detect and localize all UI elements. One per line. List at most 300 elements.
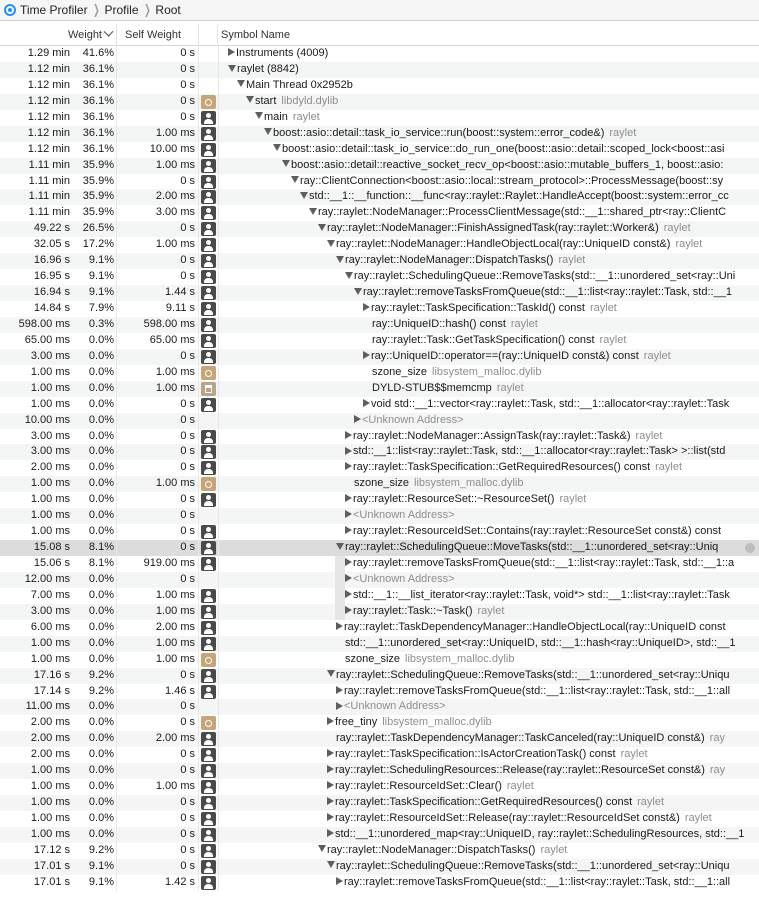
column-divider [198, 413, 199, 429]
symbol-cell [218, 253, 759, 269]
call-tree-row[interactable] [0, 142, 759, 158]
self-weight-value: 1.00 ms [155, 652, 195, 665]
disclosure-expanded-icon[interactable] [354, 288, 362, 295]
column-divider [198, 636, 199, 652]
symbol-name: ray::raylet::TaskSpecification::GetRequiredResources() const [335, 796, 633, 809]
column-divider [198, 540, 199, 556]
weight-percent: 0.0% [88, 397, 114, 410]
symbol-cell [218, 460, 759, 476]
weight-value: 2.00 ms [30, 461, 70, 474]
self-weight-value: 65.00 ms [149, 333, 195, 346]
weight-percent: 0.0% [88, 365, 114, 378]
column-divider [198, 205, 199, 221]
call-tree-row[interactable] [0, 46, 759, 62]
symbol-cell [218, 763, 759, 779]
column-divider [198, 285, 199, 301]
column-divider [198, 269, 199, 285]
call-tree-row[interactable] [0, 158, 759, 174]
call-tree-row[interactable] [0, 508, 759, 524]
disclosure-collapsed-icon[interactable] [336, 686, 343, 694]
call-tree-row[interactable] [0, 731, 759, 747]
disclosure-collapsed-icon[interactable] [228, 48, 235, 56]
user-code-icon [201, 557, 216, 571]
call-tree-row[interactable] [0, 110, 759, 126]
self-weight-value: 1.00 ms [155, 365, 195, 378]
disclosure-expanded-icon[interactable] [318, 224, 326, 231]
column-divider [198, 333, 199, 349]
self-weight-value: 919.00 ms [143, 557, 195, 569]
user-code-icon [201, 445, 216, 459]
symbol-name-column-header[interactable] [218, 24, 759, 46]
weight-value: 3.00 ms [30, 429, 70, 442]
call-tree-row[interactable] [0, 747, 759, 763]
disclosure-collapsed-icon[interactable] [327, 797, 334, 805]
library-name: raylet [540, 843, 568, 856]
symbol-cell [218, 779, 759, 795]
column-divider [198, 508, 199, 524]
weight-percent: 0.3% [88, 317, 114, 330]
symbol-cell [218, 429, 759, 445]
disclosure-collapsed-icon[interactable] [327, 781, 334, 789]
weight-percent: 9.2% [88, 668, 114, 681]
weight-value: 1.12 min [27, 110, 70, 123]
column-divider [198, 142, 199, 158]
system-library-icon [201, 366, 216, 380]
symbol-cell [218, 684, 759, 700]
call-tree-outline[interactable] [0, 46, 759, 891]
symbol-name: free_tiny [335, 716, 378, 729]
weight-value: 1.11 min [28, 190, 70, 203]
weight-percent: 0.0% [88, 588, 114, 601]
call-tree-row[interactable] [0, 524, 759, 540]
symbol-name: std::__1::__list_iterator<ray::raylet::Task, void*> std::__1::list<ray::raylet::Task [353, 588, 730, 601]
self-weight-value: 1.42 s [165, 875, 195, 888]
weight-value: 16.96 s [33, 254, 70, 267]
weight-percent: 0.0% [88, 572, 114, 585]
weight-percent: 9.1% [88, 859, 114, 872]
weight-percent: 0.0% [88, 413, 114, 426]
column-divider [198, 460, 199, 476]
symbol-name: ray::raylet::ResourceSet::~ResourceSet() [353, 493, 555, 506]
call-tree-row[interactable] [0, 811, 759, 827]
weight-value: 1.00 ms [30, 525, 70, 538]
call-tree-row[interactable] [0, 572, 759, 588]
focus-arrow-icon[interactable] [745, 543, 755, 553]
self-weight-value: 0 s [180, 429, 195, 442]
self-weight-value: 1.00 ms [155, 604, 195, 617]
breadcrumb-item-root[interactable]: Root [155, 3, 181, 17]
weight-value: 3.00 ms [30, 604, 70, 617]
call-tree-row[interactable] [0, 763, 759, 779]
call-tree-row[interactable] [0, 604, 759, 620]
user-code-icon [201, 430, 216, 444]
weight-percent: 0.0% [88, 509, 114, 522]
user-code-icon [201, 828, 216, 842]
disclosure-expanded-icon[interactable] [309, 208, 317, 215]
self-weight-value: 0 s [180, 254, 195, 267]
symbol-name: ray::raylet::TaskDependencyManager::HandleObjectLocal(ray::UniqueID const [344, 620, 726, 633]
symbol-cell [218, 333, 759, 349]
symbol-cell [218, 843, 759, 859]
library-name: raylet [637, 796, 665, 809]
symbol-name: szone_size [354, 477, 410, 490]
symbol-name: <Unknown Address> [344, 700, 446, 713]
symbol-name: ray::raylet::NodeManager::FinishAssignedTask(ray::raylet::Worker&) [327, 222, 659, 235]
weight-value: 1.29 min [27, 47, 70, 59]
self-weight-value: 1.44 s [165, 286, 195, 299]
disclosure-collapsed-icon[interactable] [327, 765, 334, 773]
call-tree-row[interactable] [0, 636, 759, 652]
self-weight-value: 0 s [180, 796, 195, 809]
column-divider [198, 652, 199, 668]
disclosure-expanded-icon[interactable] [327, 670, 335, 677]
breadcrumb [0, 0, 759, 21]
call-tree-row[interactable] [0, 795, 759, 811]
symbol-name: std::__1::list<ray::raylet::Task, std::__1::allocator<ray::raylet::Task> >::list(std [353, 445, 726, 458]
disclosure-collapsed-icon[interactable] [336, 877, 343, 885]
symbol-cell [218, 174, 759, 190]
disclosure-collapsed-icon[interactable] [345, 494, 352, 502]
disclosure-collapsed-icon[interactable] [336, 622, 343, 630]
user-code-icon [201, 127, 216, 141]
symbol-cell [218, 205, 759, 221]
weight-percent: 9.1% [88, 286, 114, 299]
weight-value: 12.00 ms [24, 572, 70, 585]
weight-percent: 0.0% [88, 381, 114, 394]
call-tree-row[interactable] [0, 349, 759, 365]
disclosure-collapsed-icon[interactable] [345, 526, 352, 534]
disclosure-collapsed-icon[interactable] [327, 829, 334, 837]
user-code-icon [201, 254, 216, 268]
weight-percent: 35.9% [82, 190, 114, 203]
system-library-icon [201, 95, 216, 109]
column-divider [198, 731, 199, 747]
user-code-icon [201, 111, 216, 125]
symbol-name: std::__1::unordered_set<ray::UniqueID, std::__1::hash<ray::UniqueID>, std::__1 [345, 636, 736, 649]
library-name: raylet [635, 429, 663, 442]
column-divider [198, 492, 199, 508]
self-weight-value: 0 s [180, 174, 195, 187]
disclosure-expanded-icon[interactable] [237, 80, 245, 87]
self-weight-value: 0 s [180, 397, 195, 410]
column-divider [198, 699, 199, 715]
disclosure-expanded-icon[interactable] [345, 272, 353, 279]
disclosure-collapsed-icon[interactable] [363, 399, 370, 407]
symbol-name: ray::raylet::removeTasksFromQueue(std::__1::list<ray::raylet::Task, std::__1::a [353, 557, 735, 569]
call-tree-row[interactable] [0, 684, 759, 700]
call-tree-row[interactable] [0, 221, 759, 237]
call-tree-row[interactable] [0, 285, 759, 301]
call-tree-row[interactable] [0, 365, 759, 381]
library-name: libsystem_malloc.dylib [432, 365, 542, 378]
call-tree-row[interactable] [0, 859, 759, 875]
self-weight-value: 1.46 s [165, 684, 195, 697]
library-name: raylet [477, 604, 505, 617]
breadcrumb-separator-icon: ❯ [143, 2, 151, 17]
weight-percent: 41.6% [82, 47, 114, 59]
symbol-name: ray::raylet::NodeManager::HandleObjectLocal(ray::UniqueID const&) [336, 238, 671, 251]
call-tree-row[interactable] [0, 699, 759, 715]
call-tree-row[interactable] [0, 237, 759, 253]
weight-column-header[interactable] [0, 24, 117, 46]
weight-value: 17.16 s [33, 668, 70, 681]
call-tree-row[interactable] [0, 779, 759, 795]
disclosure-expanded-icon[interactable] [264, 128, 272, 135]
self-weight-value: 10.00 ms [149, 142, 195, 155]
weight-percent: 26.5% [82, 222, 114, 235]
self-weight-value: 1.00 ms [155, 238, 195, 251]
symbol-name: ray::raylet::SchedulingQueue::RemoveTasks(std::__1::unordered_set<ray::Uniqu [336, 668, 730, 681]
call-tree-row[interactable] [0, 78, 759, 94]
library-name: raylet [599, 333, 627, 346]
user-code-icon [201, 286, 216, 300]
weight-value: 1.00 ms [30, 812, 70, 824]
weight-value: 11.00 ms [25, 700, 70, 713]
user-code-icon [201, 685, 216, 699]
weight-value: 1.11 min [28, 206, 70, 219]
call-tree-row[interactable] [0, 668, 759, 684]
disclosure-collapsed-icon[interactable] [345, 574, 352, 582]
disclosure-collapsed-icon[interactable] [327, 717, 334, 725]
library-name: raylet [558, 254, 586, 267]
user-code-icon [201, 780, 216, 794]
weight-percent: 36.1% [82, 126, 114, 139]
disclosure-expanded-icon[interactable] [228, 65, 236, 72]
column-divider [198, 429, 199, 445]
call-tree-row[interactable] [0, 827, 759, 843]
breadcrumb-item-time-profiler[interactable]: Time Profiler [20, 3, 88, 17]
weight-percent: 0.0% [88, 636, 114, 649]
system-library-icon [201, 653, 216, 667]
weight-percent: 0.0% [88, 445, 114, 458]
symbol-cell [218, 397, 759, 413]
call-tree-row[interactable] [0, 413, 759, 429]
self-weight-value: 0 s [180, 748, 195, 761]
self-weight-value: 0 s [180, 668, 195, 681]
call-tree-row[interactable] [0, 301, 759, 317]
column-divider [198, 237, 199, 253]
weight-percent: 9.1% [88, 270, 114, 283]
call-tree-row[interactable] [0, 540, 759, 556]
call-tree-row[interactable] [0, 492, 759, 508]
self-weight-value: 0 s [180, 94, 195, 107]
symbol-cell [218, 78, 759, 94]
call-tree-row[interactable] [0, 588, 759, 604]
symbol-cell [218, 444, 759, 460]
weight-value: 1.00 ms [30, 477, 70, 490]
icon-column-header[interactable] [199, 24, 218, 46]
disclosure-collapsed-icon[interactable] [363, 303, 370, 311]
disclosure-expanded-icon[interactable] [318, 845, 326, 852]
call-tree-row[interactable] [0, 205, 759, 221]
weight-percent: 0.0% [88, 748, 114, 761]
call-tree-row[interactable] [0, 126, 759, 142]
weight-percent: 0.0% [88, 604, 114, 617]
self-weight-value: 0 s [180, 349, 195, 362]
disclosure-collapsed-icon[interactable] [327, 813, 334, 821]
weight-percent: 36.1% [82, 142, 114, 155]
weight-value: 3.00 ms [30, 349, 70, 362]
library-name: libsystem_malloc.dylib [405, 652, 515, 665]
breadcrumb-item-profile[interactable]: Profile [104, 3, 139, 17]
self-weight-value: 0 s [180, 812, 195, 824]
weight-percent: 17.2% [82, 238, 114, 251]
column-divider [198, 795, 199, 811]
weight-value: 17.14 s [33, 684, 70, 697]
column-divider [198, 62, 199, 78]
disclosure-collapsed-icon[interactable] [354, 415, 361, 423]
weight-value: 1.00 ms [30, 780, 70, 793]
disclosure-expanded-icon[interactable] [246, 96, 254, 103]
weight-percent: 0.0% [88, 461, 114, 474]
call-tree-row[interactable] [0, 269, 759, 285]
disclosure-collapsed-icon[interactable] [336, 702, 343, 710]
weight-value: 15.06 s [33, 557, 70, 569]
call-tree-row[interactable] [0, 444, 759, 460]
user-code-icon [201, 350, 216, 364]
weight-percent: 0.0% [88, 349, 114, 362]
symbol-name: szone_size [372, 365, 428, 378]
user-code-icon [201, 748, 216, 762]
symbol-cell [218, 189, 759, 205]
weight-value: 1.12 min [27, 142, 70, 155]
symbol-name: szone_size [345, 652, 401, 665]
self-weight-column-header[interactable] [117, 24, 199, 46]
disclosure-expanded-icon[interactable] [273, 144, 281, 151]
user-code-icon [201, 302, 216, 316]
symbol-cell [218, 795, 759, 811]
symbol-name: <Unknown Address> [353, 509, 455, 522]
symbol-name-column-label: Symbol Name [221, 29, 291, 41]
call-tree-row[interactable] [0, 189, 759, 205]
disclosure-collapsed-icon[interactable] [345, 447, 352, 455]
call-tree-row[interactable] [0, 253, 759, 269]
symbol-cell [218, 110, 759, 126]
self-weight-value: 1.00 ms [155, 126, 195, 139]
call-tree-row[interactable] [0, 620, 759, 636]
call-tree-row[interactable] [0, 476, 759, 492]
symbol-name: <Unknown Address> [353, 572, 455, 585]
symbol-cell [218, 604, 759, 620]
disclosure-expanded-icon[interactable] [327, 240, 335, 247]
disclosure-expanded-icon[interactable] [300, 192, 308, 199]
disclosure-collapsed-icon[interactable] [345, 431, 352, 439]
disclosure-expanded-icon[interactable] [336, 543, 344, 550]
column-divider [198, 126, 199, 142]
weight-value: 1.00 ms [30, 397, 70, 410]
disclosure-collapsed-icon[interactable] [345, 462, 352, 470]
call-tree-row[interactable] [0, 556, 759, 572]
weight-percent: 35.9% [82, 174, 114, 187]
call-tree-row[interactable] [0, 652, 759, 668]
weight-value: 1.11 min [28, 174, 70, 187]
disclosure-collapsed-icon[interactable] [345, 510, 352, 518]
symbol-cell [218, 221, 759, 237]
weight-value: 1.12 min [27, 62, 70, 75]
weight-value: 49.22 s [33, 222, 70, 235]
symbol-name: boost::asio::detail::task_io_service::do_run_one(boost::asio::detail::scoped_lock<boost::asi [282, 142, 725, 155]
symbol-name: <Unknown Address> [362, 413, 464, 426]
user-code-icon [201, 669, 216, 683]
disclosure-expanded-icon[interactable] [282, 160, 290, 167]
disclosure-expanded-icon[interactable] [327, 861, 335, 868]
weight-percent: 9.1% [88, 875, 114, 888]
disclosure-collapsed-icon[interactable] [363, 351, 370, 359]
self-weight-value: 0 s [180, 509, 195, 522]
weight-value: 16.95 s [33, 270, 70, 283]
disclosure-expanded-icon[interactable] [255, 112, 263, 119]
user-code-icon [201, 190, 216, 204]
user-code-icon [201, 398, 216, 412]
weight-percent: 0.0% [88, 477, 114, 490]
user-code-icon [201, 525, 216, 539]
disclosure-collapsed-icon[interactable] [345, 558, 352, 566]
call-tree-row[interactable] [0, 62, 759, 78]
weight-percent: 35.9% [82, 158, 114, 171]
call-tree-row[interactable] [0, 397, 759, 413]
symbol-cell [218, 699, 759, 715]
weight-percent: 8.1% [88, 557, 114, 569]
column-divider [198, 875, 199, 891]
call-tree-row[interactable] [0, 429, 759, 445]
call-tree-row[interactable] [0, 94, 759, 110]
call-tree-row[interactable] [0, 174, 759, 190]
call-tree-row[interactable] [0, 843, 759, 859]
library-name: raylet [589, 302, 617, 314]
self-weight-value: 1.00 ms [155, 780, 195, 793]
column-divider [198, 174, 199, 190]
weight-percent: 36.1% [82, 110, 114, 123]
user-code-icon [201, 238, 216, 252]
call-tree-row[interactable] [0, 333, 759, 349]
disclosure-collapsed-icon[interactable] [327, 749, 334, 757]
disclosure-expanded-icon[interactable] [336, 256, 344, 263]
column-divider [198, 476, 199, 492]
weight-value: 2.00 ms [30, 732, 70, 745]
user-code-icon [201, 461, 216, 475]
column-divider [198, 715, 199, 731]
library-name: raylet [559, 493, 587, 506]
disclosure-collapsed-icon[interactable] [345, 590, 352, 598]
weight-percent: 0.0% [88, 796, 114, 809]
call-tree-row[interactable] [0, 381, 759, 397]
user-code-icon [201, 541, 216, 555]
disclosure-expanded-icon[interactable] [291, 176, 299, 183]
disclosure-collapsed-icon[interactable] [345, 606, 352, 614]
self-weight-value: 0 s [180, 222, 195, 235]
symbol-cell [218, 492, 759, 508]
symbol-name: start [255, 94, 277, 107]
call-tree-row[interactable] [0, 460, 759, 476]
self-weight-value: 0 s [180, 716, 195, 729]
weight-value: 1.00 ms [30, 365, 70, 378]
symbol-cell [218, 731, 759, 747]
column-divider [198, 524, 199, 540]
weight-percent: 9.2% [88, 684, 114, 697]
symbol-name: std::__1::unordered_map<ray::UniqueID, ray::raylet::SchedulingResources, std::__1 [335, 827, 745, 840]
call-tree-row[interactable] [0, 317, 759, 333]
symbol-cell [218, 269, 759, 285]
weight-percent: 0.0% [88, 827, 114, 840]
weight-percent: 8.1% [88, 541, 114, 554]
call-tree-row[interactable] [0, 715, 759, 731]
weight-percent: 7.9% [88, 302, 114, 314]
weight-value: 1.00 ms [30, 652, 70, 665]
call-tree-row[interactable] [0, 875, 759, 891]
weight-value: 6.00 ms [30, 620, 70, 633]
library-name: raylet [663, 222, 691, 235]
symbol-name: Instruments (4009) [236, 47, 329, 59]
